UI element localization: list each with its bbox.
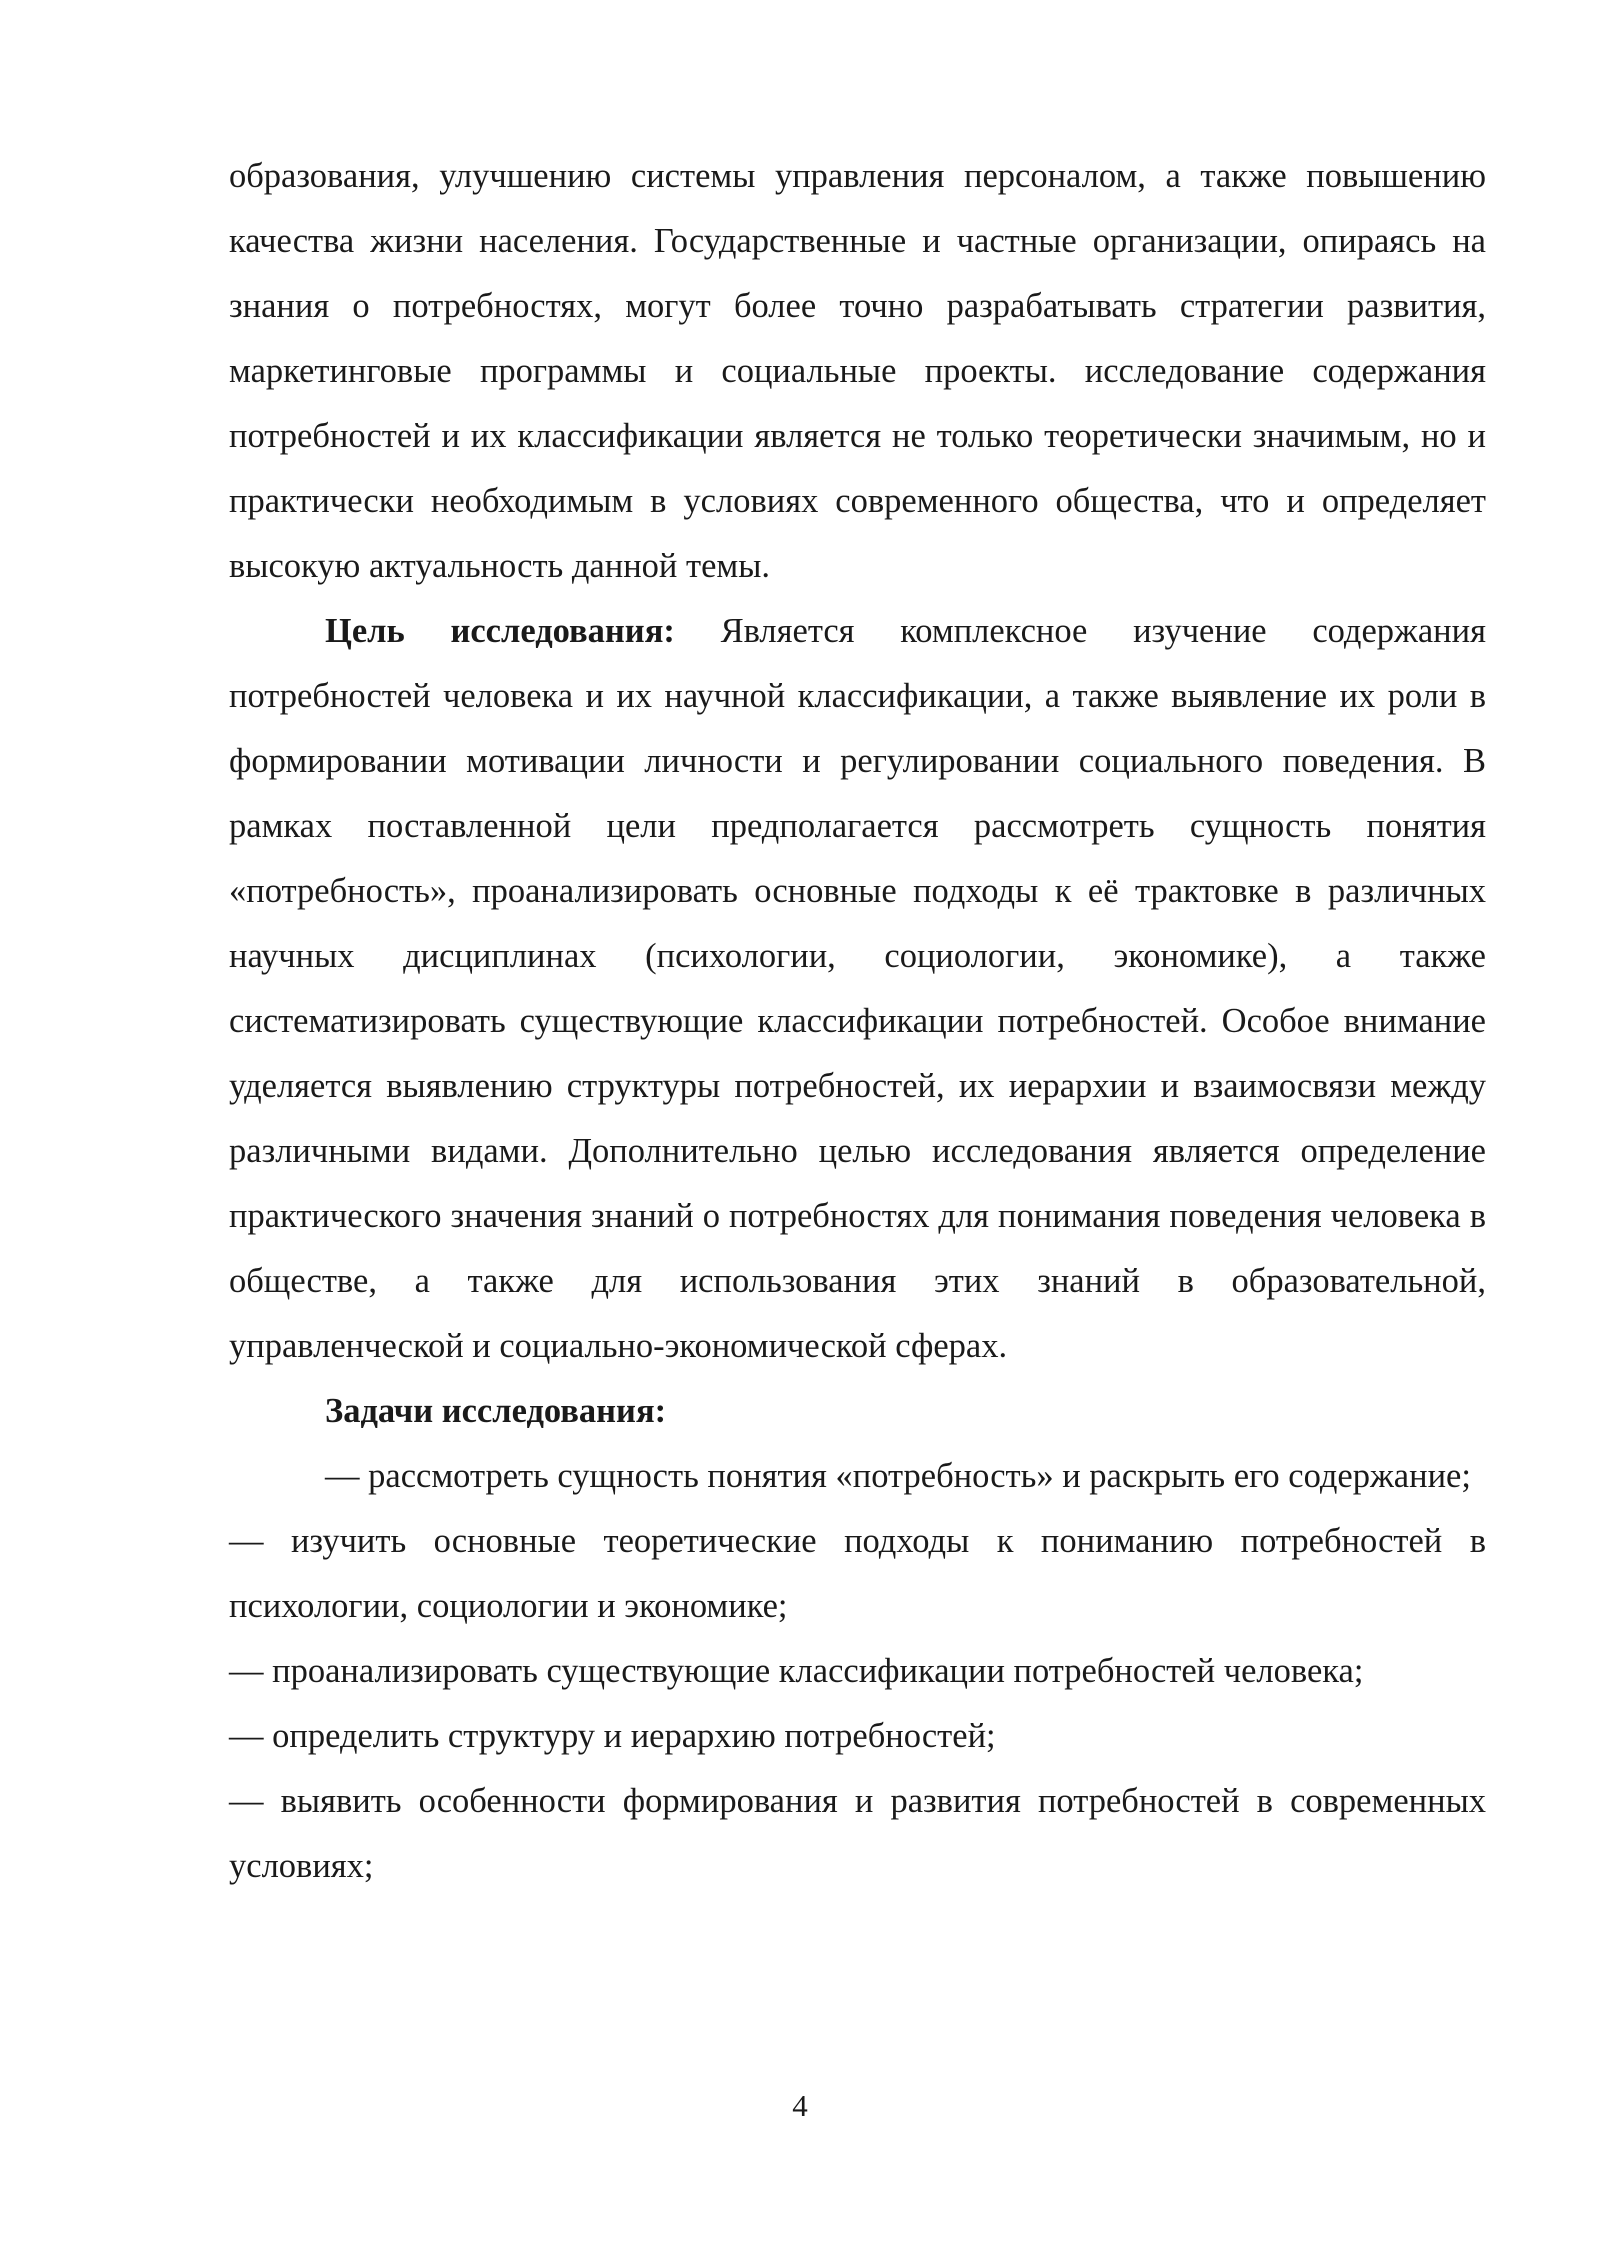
goal-label: Цель исследования: [325,612,675,650]
task-item: — рассмотреть сущность понятия «потребность» и раскрыть его содержание; [325,1457,1471,1495]
task-item: — проанализировать существующие классификации потребностей человека; [229,1652,1364,1690]
page-number: 4 [792,2088,808,2123]
tasks-heading: Задачи исследования: [325,1392,667,1430]
task-item: — выявить особенности формирования и развития потребностей в современных условиях; [229,1782,1486,1885]
paragraph-continued: образования, улучшению системы управления персоналом, а также повышению качества жизни населения. Государственные и частные организации, опираясь на знания о потребностях, могут более точно разрабатывать стратегии развития, маркетинговые программы и социальные проекты. исследование содержания потребностей и их классификации является не только теоретически значимым, но и практически необходимым в условиях современного общества, что и определяет высокую актуальность данной темы. [229,157,1486,585]
paragraph-goal [229,599,1486,1379]
goal-text: Является комплексное изучение содержания потребностей человека и их научной классификации, а также выявление их роли в формировании мотивации личности и регулировании социального поведения. В рамках поставленной цели предполагается рассмотреть сущность понятия «потребность», проанализировать основные подходы к её трактовке в различных научных дисциплинах (психологии, социологии, экономике), а также систематизировать существующие классификации потребностей. Особое внимание уделяется выявлению структуры потребностей, их иерархии и взаимосвязи между различными видами. Дополнительно целью исследования является определение практического значения знаний о потребностях для понимания поведения человека в обществе, а также для использования этих знаний в образовательной, управленческой и социально-экономической сферах. [229,612,1486,1365]
task-item: — определить структуру и иерархию потребностей; [229,1717,996,1755]
document-body [229,144,1486,1899]
task-item: — изучить основные теоретические подходы к пониманию потребностей в психологии, социологии и экономике; [229,1522,1486,1625]
